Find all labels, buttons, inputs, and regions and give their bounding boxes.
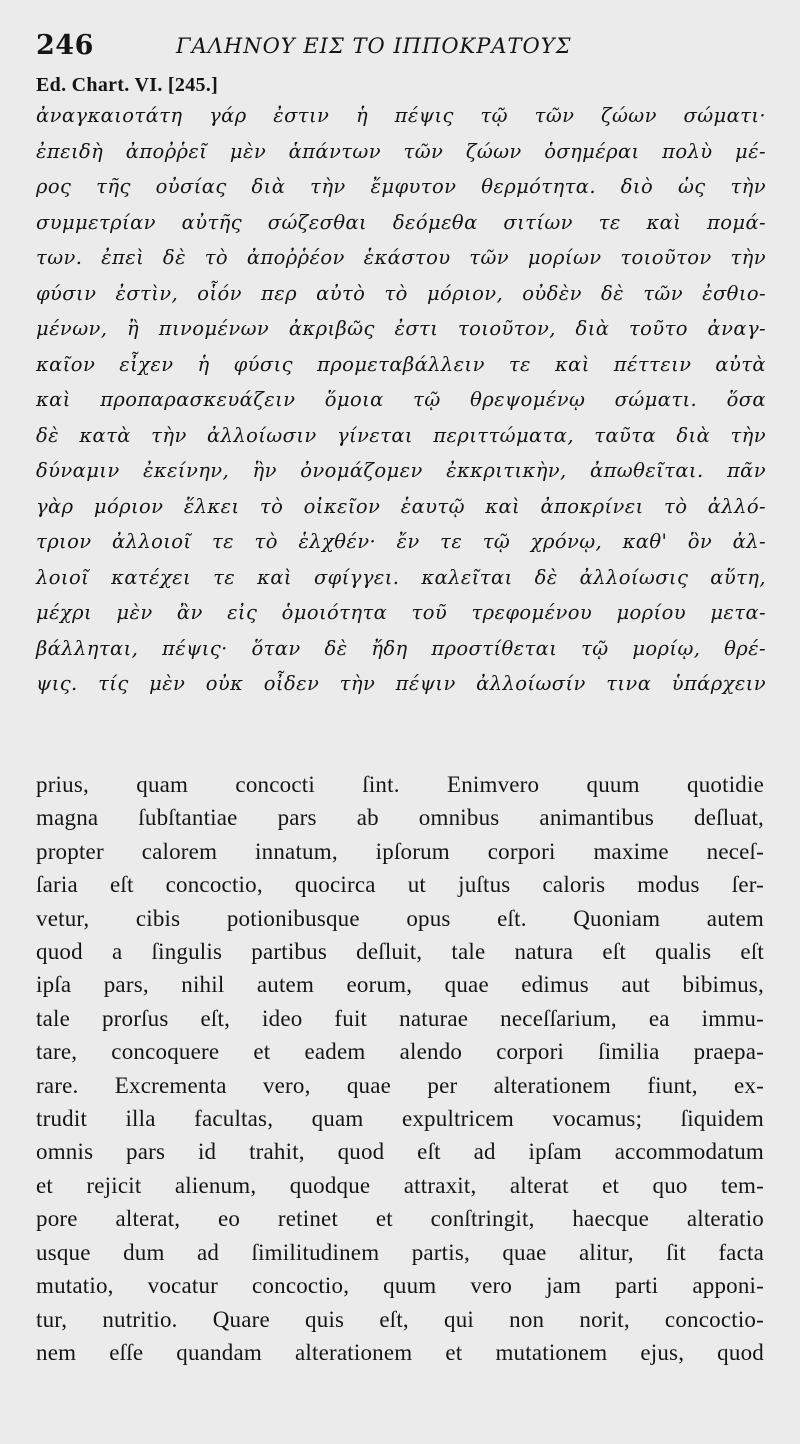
page-number: 246	[36, 30, 94, 61]
latin-text-block	[36, 768, 764, 1369]
latin-line: propter calorem innatum, ipſorum corpori maxime neceſ-	[36, 838, 764, 864]
greek-text-block	[36, 98, 766, 702]
greek-line: τριον ἀλλοιοῖ τε τὸ ἑλχθέν· ἔν τε τῷ χρόνῳ, καθ' ὃν ἀλ-	[36, 530, 766, 553]
running-title: ΓΑΛΗΝΟΥ ΕΙΣ ΤΟ ΙΠΠΟΚΡΑΤΟΥΣ	[176, 34, 572, 58]
latin-line: usque dum ad ſimilitudinem partis, quae alitur, ſit facta	[36, 1239, 764, 1265]
greek-line: δὲ κατὰ τὴν ἀλλοίωσιν γίνεται περιττώματα, ταῦτα διὰ τὴν	[36, 423, 766, 447]
edition-reference: Ed. Chart. VI. [245.]	[36, 74, 219, 96]
greek-line: ἐπειδὴ ἀποῤῥεῖ μὲν ἁπάντων τῶν ζώων ὁσημέραι πολὺ μέ-	[36, 139, 766, 163]
latin-line: ipſa pars, nihil autem eorum, quae edimus aut bibimus,	[36, 972, 764, 998]
greek-line: των. ἐπεὶ δὲ τὸ ἀποῤῥέον ἑκάστου τῶν μορίων τοιοῦτον τὴν	[36, 246, 766, 269]
latin-line: nem eſſe quandam alterationem et mutationem ejus, quod	[36, 1339, 764, 1365]
latin-line: ſaria eſt concoctio, quocirca ut juſtus caloris modus ſer-	[36, 872, 764, 898]
greek-line: ρος τῆς οὐσίας διὰ τὴν ἔμφυτον θερμότητα. διὸ ὡς τὴν	[36, 175, 766, 198]
latin-line: et rejicit alienum, quodque attraxit, alterat et quo tem-	[36, 1172, 764, 1198]
latin-line: prius, quam concocti ſint. Enimvero quum quotidie	[36, 772, 764, 797]
latin-line: omnis pars id trahit, quod eſt ad ipſam accommodatum	[36, 1139, 764, 1165]
latin-line: vetur, cibis potionibusque opus eſt. Quoniam autem	[36, 905, 764, 931]
latin-line: rare. Excrementa vero, quae per alterationem fiunt, ex-	[36, 1072, 764, 1098]
greek-line: μένων, ἢ πινομένων ἀκριβῶς ἐστι τοιοῦτον, διὰ τοῦτο ἀναγ-	[36, 317, 766, 340]
greek-line: ἀναγκαιοτάτη γάρ ἐστιν ἡ πέψις τῷ τῶν ζώων σώματι·	[36, 104, 766, 127]
greek-line: λοιοῖ κατέχει τε καὶ σφίγγει. καλεῖται δὲ ἀλλοίωσις αὕτη,	[36, 565, 766, 589]
greek-line: δύναμιν ἐκείνην, ἣν ὀνομάζομεν ἐκκριτικὴν, ἀπωθεῖται. πᾶν	[36, 459, 766, 482]
latin-line: pore alterat, eo retinet et conſtringit, haecque alteratio	[36, 1206, 764, 1232]
greek-line: ψις. τίς μὲν οὐκ οἶδεν τὴν πέψιν ἀλλοίωσίν τινα ὑπάρχειν	[36, 672, 766, 695]
latin-line: magna ſubſtantiae pars ab omnibus animantibus deſluat,	[36, 805, 764, 831]
latin-line: trudit illa facultas, quam expultricem vocamus; ſiquidem	[36, 1106, 764, 1132]
latin-line: tale prorſus eſt, ideo fuit naturae neceſſarium, ea immu-	[36, 1005, 764, 1031]
latin-line: quod a ſingulis partibus deſluit, tale natura eſt qualis eſt	[36, 939, 764, 965]
greek-line: συμμετρίαν αὐτῆς σώζεσθαι δεόμεθα σιτίων τε καὶ πομά-	[36, 210, 766, 234]
greek-line: γὰρ μόριον ἕλκει τὸ οἰκεῖον ἑαυτῷ καὶ ἀποκρίνει τὸ ἀλλό-	[36, 494, 766, 518]
greek-line: βάλληται, πέψις· ὅταν δὲ ἤδη προστίθεται τῷ μορίῳ, θρέ-	[36, 636, 766, 660]
latin-line: tare, concoquere et eadem alendo corpori ſimilia praepa-	[36, 1039, 764, 1065]
greek-line: καῖον εἶχεν ἡ φύσις προμεταβάλλειν τε καὶ πέττειν αὐτὰ	[36, 352, 766, 376]
latin-line: mutatio, vocatur concoctio, quum vero jam parti apponi-	[36, 1273, 764, 1299]
page-header	[36, 30, 766, 70]
greek-line: καὶ προπαρασκευάζειν ὅμοια τῷ θρεψομένῳ σώματι. ὅσα	[36, 388, 766, 411]
greek-line: φύσιν ἐστὶν, οἷόν περ αὐτὸ τὸ μόριον, οὐδὲν δὲ τῶν ἐσθιο-	[36, 281, 766, 305]
latin-line: tur, nutritio. Quare quis eſt, qui non norit, concoctio-	[36, 1306, 764, 1332]
greek-line: μέχρι μὲν ἂν εἰς ὁμοιότητα τοῦ τρεφομένου μορίου μετα-	[36, 601, 766, 624]
